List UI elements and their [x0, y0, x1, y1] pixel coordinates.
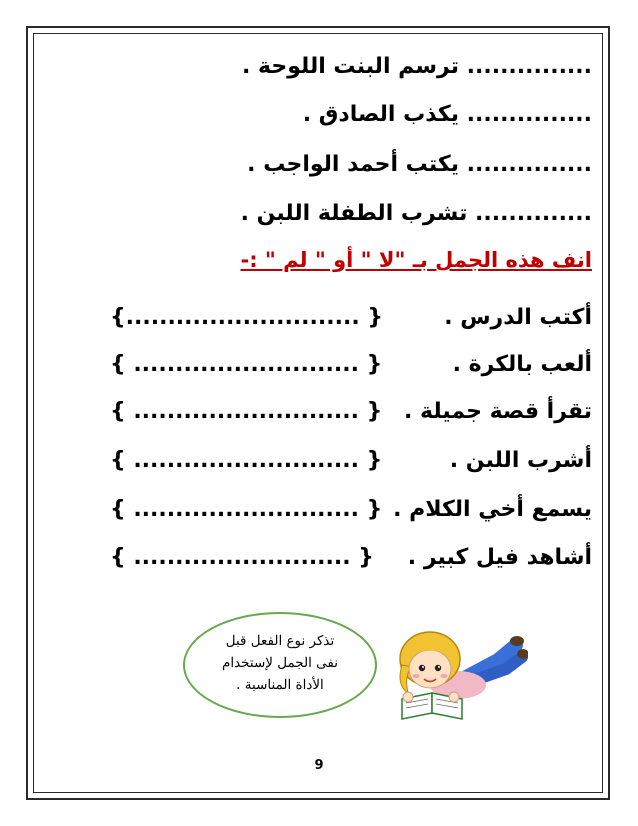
answer-blank[interactable]: { ........................... } — [110, 497, 383, 522]
exercise-sentence: أشرب اللبن . — [449, 448, 592, 473]
exercise-sentence: يسمع أخي الكلام . — [393, 497, 592, 522]
answer-blank[interactable]: { ........................... } — [110, 448, 383, 473]
exercise-row — [110, 399, 592, 439]
answer-blank[interactable]: { ........................... } — [110, 399, 383, 424]
girl-reading-icon — [388, 615, 528, 725]
hint-text — [196, 630, 364, 696]
hint-line-3: الأداة المناسبة . — [236, 677, 324, 693]
exercise-sentence: أشاهد فيل كبير . — [407, 545, 592, 570]
exercise-row — [110, 305, 592, 345]
answer-blank[interactable]: { ........................... } — [110, 352, 383, 377]
exercise-sentence: تقرأ قصة جميلة . — [404, 399, 592, 424]
exercise-sentence: ألعب بالكرة . — [452, 352, 592, 377]
hint-line-2: نفى الجمل لإستخدام — [221, 655, 339, 671]
answer-blank[interactable]: { .......................... } — [110, 545, 374, 570]
exercise-row — [110, 448, 592, 488]
hint-line-1: تذكر نوع الفعل قبل — [225, 633, 335, 649]
sentence-line-1: ............... ترسم البنت اللوحة . — [241, 54, 592, 79]
sentence-line-3: ............... يكتب أحمد الواجب . — [247, 152, 592, 177]
sentence-line-2: ............... يكذب الصادق . — [302, 102, 592, 127]
exercise-sentence: أكتب الدرس . — [444, 305, 592, 330]
sentence-line-4: .............. تشرب الطفلة اللبن . — [240, 201, 592, 226]
exercise-instruction: انف هذه الجمل بـ "لا " أو " لم " :- — [240, 248, 592, 272]
exercise-row — [110, 545, 592, 585]
answer-blank[interactable]: {............................ } — [110, 305, 383, 330]
exercise-row — [110, 352, 592, 392]
exercise-row — [110, 497, 592, 537]
page-number: 9 — [314, 758, 324, 773]
